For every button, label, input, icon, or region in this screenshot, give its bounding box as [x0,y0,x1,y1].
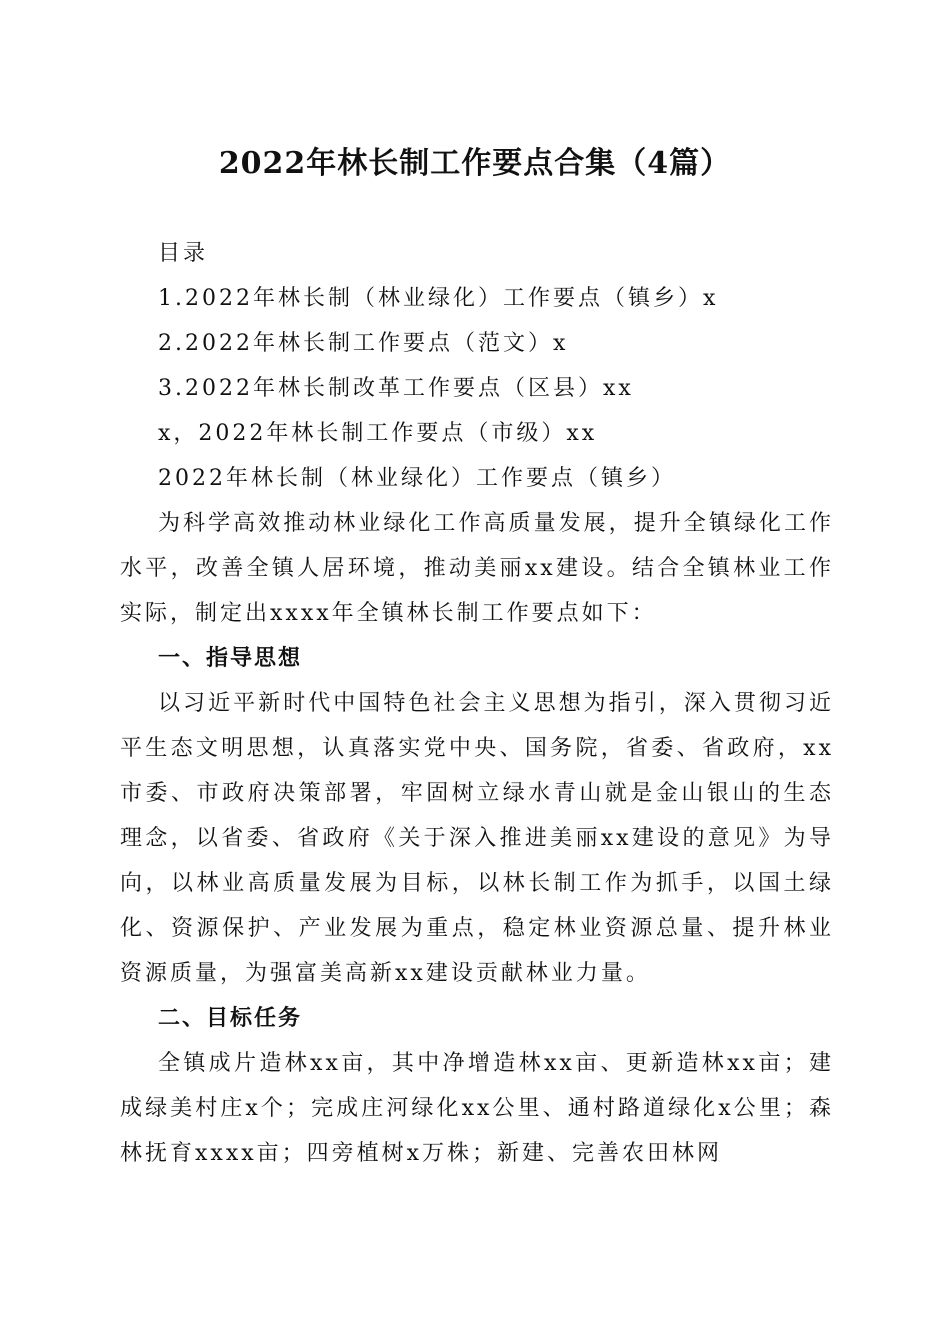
toc-label: 目录 [158,241,209,266]
document-title: 2022年林长制工作要点合集（4篇） [218,146,732,181]
toc-item-2: 2.2022年林长制工作要点（范文）x [158,331,569,356]
guiding-ideology-paragraph: 以习近平新时代中国特色社会主义思想为指引，深入贯彻习近平生态文明思想，认真落实党中央、国务院，省委、省政府，xx市委、市政府决策部署，牢固树立绿水青山就是金山银山的生态理念，以省委、省政府《关于深入推进美丽xx建设的意见》为导向，以林业高质量发展为目标，以林长制工作为抓手，以国土绿化、资源保护、产业发展为重点，稳定林业资源总量、提升林业资源质量，为强富美高新xx建设贡献林业力量。 [120,691,834,986]
intro-paragraph: 为科学高效推动林业绿化工作高质量发展，提升全镇绿化工作水平，改善全镇人居环境，推动美丽xx建设。结合全镇林业工作实际，制定出xxxx年全镇林长制工作要点如下： [120,511,834,626]
document-body [120,231,834,1176]
section-title: 2022年林长制（林业绿化）工作要点（镇乡） [158,466,676,491]
heading-guiding-ideology: 一、指导思想 [158,646,303,671]
target-tasks-paragraph: 全镇成片造林xx亩，其中净增造林xx亩、更新造林xx亩；建成绿美村庄x个；完成庄河绿化xx公里、通村路道绿化x公里；森林抚育xxxx亩；四旁植树x万株；新建、完善农田林网 [120,1051,834,1166]
toc-item-3: 3.2022年林长制改革工作要点（区县）xx [158,376,634,401]
toc-item-4: x，2022年林长制工作要点（市级）xx [158,421,598,446]
toc-item-1: 1.2022年林长制（林业绿化）工作要点（镇乡）x [158,286,719,311]
heading-target-tasks: 二、目标任务 [158,1006,303,1031]
